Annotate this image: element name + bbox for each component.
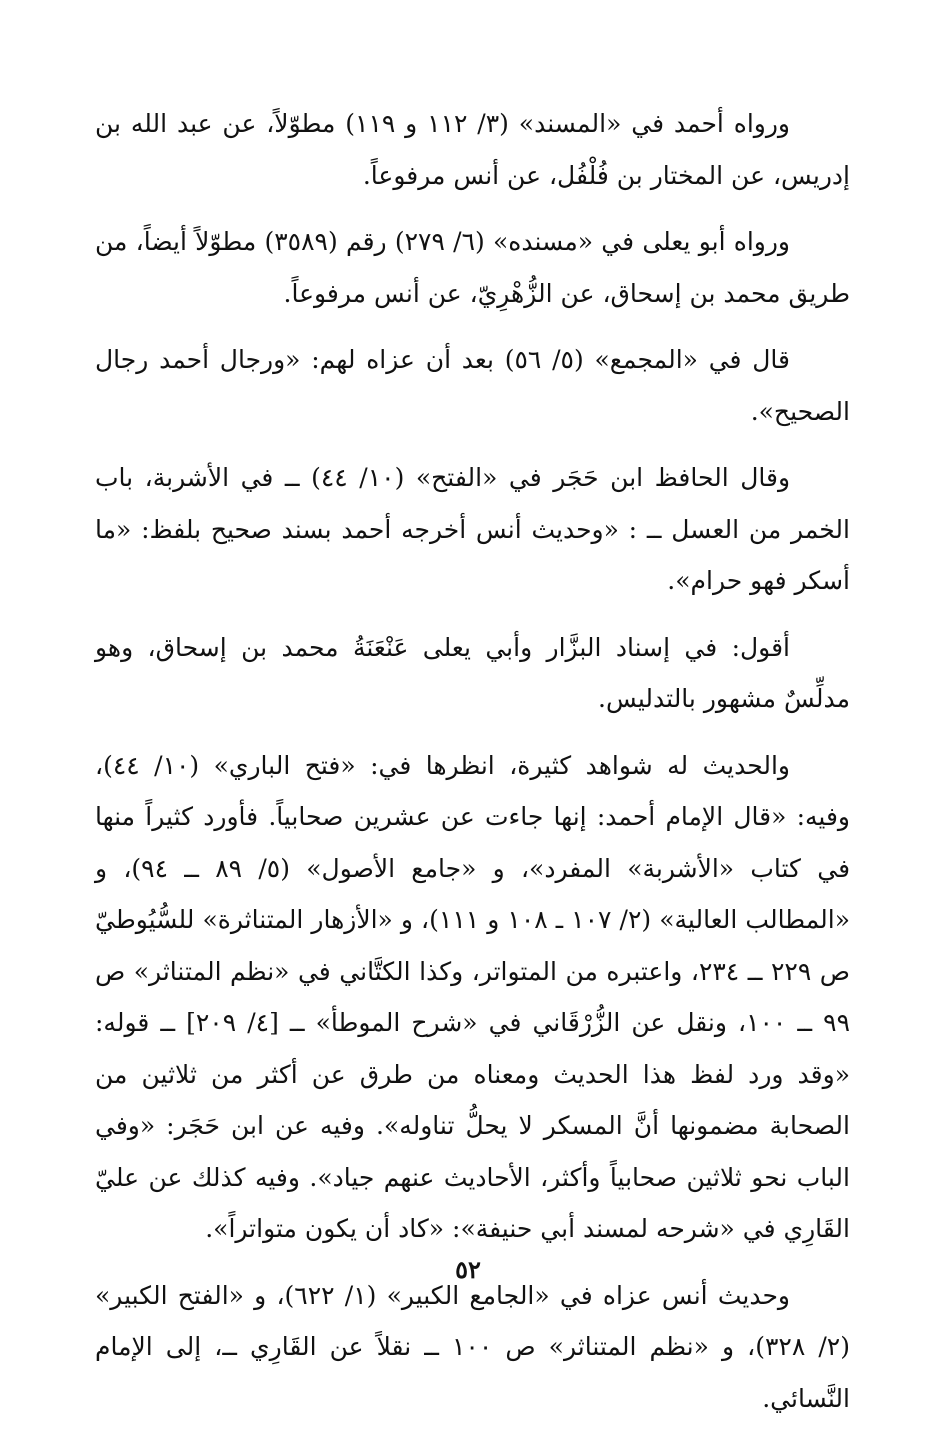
paragraph-4: وقال الحافظ ابن حَجَر في «الفتح» (١٠/ ٤٤) ــ في الأشربة، باب الخمر من العسل ــ : «وحديث أنس أخرجه أحمد بسند صحيح بلفظ: «ما أسكر فهو حرام». xyxy=(95,463,850,595)
page-number: ٥٢ xyxy=(455,1255,481,1284)
paragraph-2: ورواه أبو يعلى في «مسنده» (٦/ ٢٧٩) رقم (٣٥٨٩) مطوّلاً أيضاً، من طريق محمد بن إسحاق، عن الزُّهْرِيّ، عن أنس مرفوعاً. xyxy=(95,227,850,308)
paragraph-6: والحديث له شواهد كثيرة، انظرها في: «فتح الباري» (١٠/ ٤٤)، وفيه: «قال الإمام أحمد: إنها جاءت عن عشرين صحابياً. فأورد كثيراً منها في كتاب «الأشربة» المفرد»، و «جامع الأصول» (٥/ ٨٩ ــ ٩٤)، و «المطالب العالية» (٢/ ١٠٧ ـ ١٠٨ و ١١١)، و «الأزهار المتناثرة» للسُّيُوطيّ ص ٢٢٩ ــ ٢٣٤، واعتبره من المتواتر، وكذا الكتَّاني في «نظم المتناثر» ص ٩٩ ــ ١٠٠، ونقل عن الزُّرْقَاني في «شرح الموطأ» ــ [٤/ ٢٠٩] ــ قوله: «وقد ورد لفظ هذا الحديث ومعناه من طرق عن أكثر من ثلاثين من الصحابة مضمونها أنَّ المسكر لا يحلُّ تناوله». وفيه عن ابن حَجَر: «وفي الباب نحو ثلاثين صحابياً وأكثر، الأحاديث عنهم جياد». وفيه كذلك عن عليّ القَارِي في «شرحه لمسند أبي حنيفة»: «كاد أن يكون متواتراً». xyxy=(95,750,851,1243)
paragraph-7: وحديث أنس عزاه في «الجامع الكبير» (١/ ٦٢٢)، و «الفتح الكبير» (٢/ ٣٢٨)، و «نظم المتناثر» ص ١٠٠ ــ نقلاً عن القَارِي ــ، إلى الإمام النَّسائي. xyxy=(95,1280,850,1413)
paragraph-3: قال في «المجمع» (٥/ ٥٦) بعد أن عزاه لهم: «ورجال أحمد رجال الصحيح». xyxy=(95,345,850,426)
paragraph-5: أقول: في إسناد البزَّار وأبي يعلى عَنْعَنَةُ محمد بن إسحاق، وهو مدلِّسٌ مشهور بالتدليس. xyxy=(95,632,850,713)
paragraph-1: ورواه أحمد في «المسند» (٣/ ١١٢ و ١١٩) مطوّلاً، عن عبد الله بن إدريس، عن المختار بن فُلْفُل، عن أنس مرفوعاً. xyxy=(95,109,850,190)
body-text xyxy=(95,98,850,1439)
